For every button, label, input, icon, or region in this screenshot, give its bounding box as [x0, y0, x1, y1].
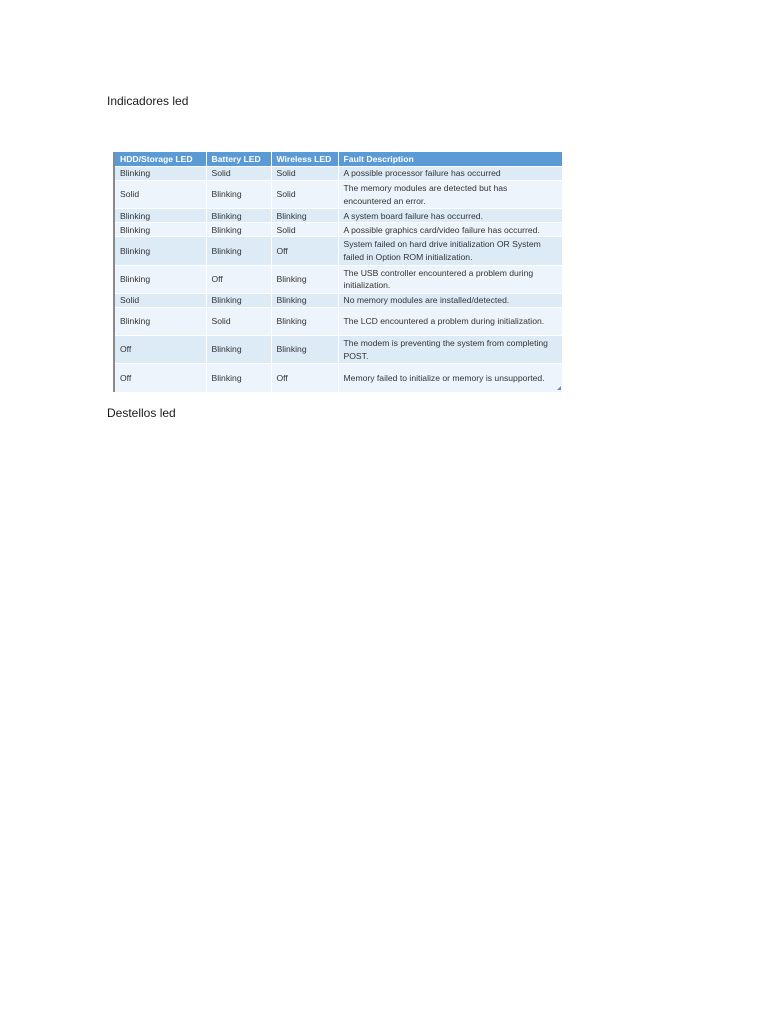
- cell-hdd: Blinking: [115, 237, 206, 265]
- cell-battery: Blinking: [206, 336, 271, 364]
- table-row: [115, 181, 563, 209]
- table-header-row: [115, 152, 563, 167]
- cell-hdd: Off: [115, 336, 206, 364]
- cell-fault: The memory modules are detected but has encountered an error.: [338, 181, 563, 209]
- cell-fault: A possible processor failure has occurred: [338, 167, 563, 181]
- cell-fault: System failed on hard drive initialization OR System failed in Option ROM initialization.: [338, 237, 563, 265]
- table-row: [115, 364, 563, 392]
- table-row: [115, 336, 563, 364]
- cell-wireless: Off: [271, 237, 338, 265]
- cell-fault: A system board failure has occurred.: [338, 209, 563, 223]
- cell-wireless: Blinking: [271, 265, 338, 293]
- cell-fault: No memory modules are installed/detected.: [338, 293, 563, 307]
- led-fault-table-image: [113, 152, 563, 392]
- cell-fault: The USB controller encountered a problem during initialization.: [338, 265, 563, 293]
- cell-wireless: Solid: [271, 167, 338, 181]
- heading-destellos: Destellos led: [107, 406, 176, 420]
- cell-battery: Blinking: [206, 181, 271, 209]
- table-row: [115, 237, 563, 265]
- cell-battery: Blinking: [206, 237, 271, 265]
- cell-battery: Blinking: [206, 223, 271, 237]
- led-fault-table: [115, 152, 563, 392]
- cell-wireless: Blinking: [271, 307, 338, 335]
- table-row: [115, 293, 563, 307]
- cell-battery: Solid: [206, 307, 271, 335]
- cell-hdd: Blinking: [115, 307, 206, 335]
- cell-hdd: Blinking: [115, 209, 206, 223]
- cell-wireless: Blinking: [271, 293, 338, 307]
- cell-hdd: Blinking: [115, 223, 206, 237]
- cell-hdd: Blinking: [115, 167, 206, 181]
- cell-battery: Off: [206, 265, 271, 293]
- cell-hdd: Blinking: [115, 265, 206, 293]
- cell-hdd: Solid: [115, 181, 206, 209]
- table-row: [115, 265, 563, 293]
- cell-wireless: Blinking: [271, 209, 338, 223]
- header-wireless: Wireless LED: [271, 152, 338, 167]
- table-row: [115, 223, 563, 237]
- cell-fault: The modem is preventing the system from completing POST.: [338, 336, 563, 364]
- table-row: [115, 307, 563, 335]
- resize-corner-icon: [557, 386, 561, 390]
- heading-indicadores: Indicadores led: [107, 94, 189, 108]
- cell-wireless: Blinking: [271, 336, 338, 364]
- header-battery: Battery LED: [206, 152, 271, 167]
- cell-battery: Solid: [206, 167, 271, 181]
- cell-wireless: Off: [271, 364, 338, 392]
- table-row: [115, 209, 563, 223]
- cell-fault: The LCD encountered a problem during initialization.: [338, 307, 563, 335]
- cell-fault: Memory failed to initialize or memory is unsupported.: [338, 364, 563, 392]
- table-row: [115, 167, 563, 181]
- cell-wireless: Solid: [271, 181, 338, 209]
- cell-wireless: Solid: [271, 223, 338, 237]
- header-hdd: HDD/Storage LED: [115, 152, 206, 167]
- cell-fault: A possible graphics card/video failure has occurred.: [338, 223, 563, 237]
- header-fault: Fault Description: [338, 152, 563, 167]
- cell-hdd: Off: [115, 364, 206, 392]
- cell-battery: Blinking: [206, 209, 271, 223]
- cell-battery: Blinking: [206, 364, 271, 392]
- cell-battery: Blinking: [206, 293, 271, 307]
- cell-hdd: Solid: [115, 293, 206, 307]
